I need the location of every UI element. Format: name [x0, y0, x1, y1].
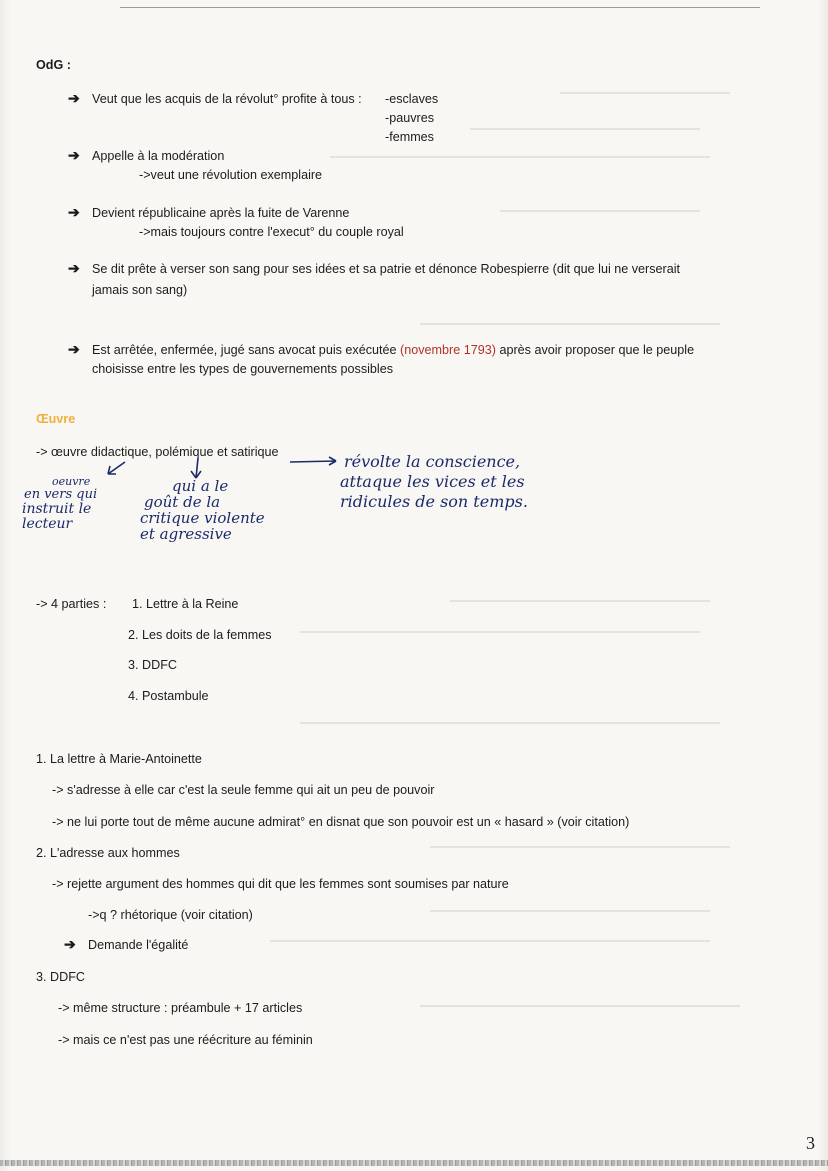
odg-point-5-date: (novembre 1793) [400, 343, 496, 357]
arrow-bullet-icon: ➔ [68, 147, 80, 163]
parties-intro [36, 596, 106, 612]
odg-point-1-sub-2: -pauvres [385, 111, 434, 125]
odg-point-1: Veut que les acquis de la révolut° profite à tous : [92, 92, 362, 106]
section-3-line-a: -> même structure : préambule + 17 articles [58, 1001, 303, 1015]
arrow-bullet-icon: ➔ [68, 90, 80, 106]
handwritten-line: attaque les vices et les [340, 472, 525, 491]
parties-label: -> 4 parties : [36, 597, 107, 611]
parties-item-4: 4. Postambule [128, 689, 209, 703]
arrow-bullet-icon: ➔ [68, 341, 80, 357]
handwritten-line: lecteur [22, 516, 73, 532]
odg-point-4-line-2: jamais son sang) [92, 283, 188, 297]
odg-point-1-sub-1: -esclaves [385, 92, 439, 106]
handwritten-note-right [340, 452, 528, 512]
odg-point-5-line-2: choisisse entre les types de gouvernements possibles [92, 362, 394, 376]
odg-point-2-sub: ->veut une révolution exemplaire [139, 168, 323, 182]
odg-heading: OdG : [36, 58, 71, 72]
section-2-line-b: ->q ? rhétorique (voir citation) [88, 908, 253, 922]
oeuvre-heading: Œuvre [36, 412, 76, 426]
handwritten-line: oeuvre [52, 475, 91, 488]
bottom-scan-edge [0, 1160, 828, 1166]
handwritten-line: qui a le [172, 477, 229, 495]
handwritten-line: instruit le [22, 501, 92, 517]
handwritten-line: ridicules de son temps. [340, 492, 528, 511]
section-1-line-b: -> ne lui porte tout de même aucune admirat° en disnat que son pouvoir est un « hasard » (voir citation) [52, 815, 630, 829]
section-2-line-c: Demande l'égalité [88, 938, 189, 952]
parties-item-1: 1. Lettre à la Reine [132, 597, 239, 611]
parties-item-3: 3. DDFC [128, 658, 177, 672]
section-2-line-a: -> rejette argument des hommes qui dit que les femmes sont soumises par nature [52, 877, 509, 891]
handwritten-line: révolte la conscience, [344, 452, 521, 471]
arrow-bullet-icon: ➔ [68, 204, 80, 220]
section-1-line-a: -> s'adresse à elle car c'est la seule femme qui ait un peu de pouvoir [52, 783, 435, 797]
parties-item-2: 2. Les doits de la femmes [128, 628, 272, 642]
handwritten-line: en vers qui [24, 487, 98, 502]
odg-point-1-sub-3: -femmes [385, 130, 434, 144]
section-3-title: 3. DDFC [36, 970, 85, 984]
handwritten-note-left [22, 476, 97, 532]
handwritten-note-middle [140, 478, 265, 542]
odg-point-3: Devient républicaine après la fuite de Varenne [92, 206, 350, 220]
page-number: 3 [806, 1133, 815, 1153]
arrow-bullet-icon: ➔ [68, 260, 80, 276]
handwritten-line: critique violente [140, 509, 265, 527]
oeuvre-line: -> œuvre didactique, polémique et satirique [36, 445, 279, 459]
handwritten-line: goût de la [144, 493, 221, 511]
section-3-line-b: -> mais ce n'est pas une réécriture au féminin [58, 1033, 313, 1047]
odg-point-3-sub: ->mais toujours contre l'execut° du couple royal [139, 225, 404, 239]
section-1-title: 1. La lettre à Marie-Antoinette [36, 752, 202, 766]
section-2-title: 2. L'adresse aux hommes [36, 846, 180, 860]
arrow-bullet-icon: ➔ [64, 936, 76, 952]
odg-point-5-part-2: après avoir proposer que le peuple [499, 343, 695, 357]
odg-point-2: Appelle à la modération [92, 149, 225, 163]
odg-point-4-line-1: Se dit prête à verser son sang pour ses idées et sa patrie et dénonce Robespierre (dit que lui ne verserait [92, 262, 681, 276]
odg-point-5-part-1: Est arrêtée, enfermée, jugé sans avocat puis exécutée [92, 343, 397, 357]
handwritten-line: et agressive [140, 525, 232, 543]
